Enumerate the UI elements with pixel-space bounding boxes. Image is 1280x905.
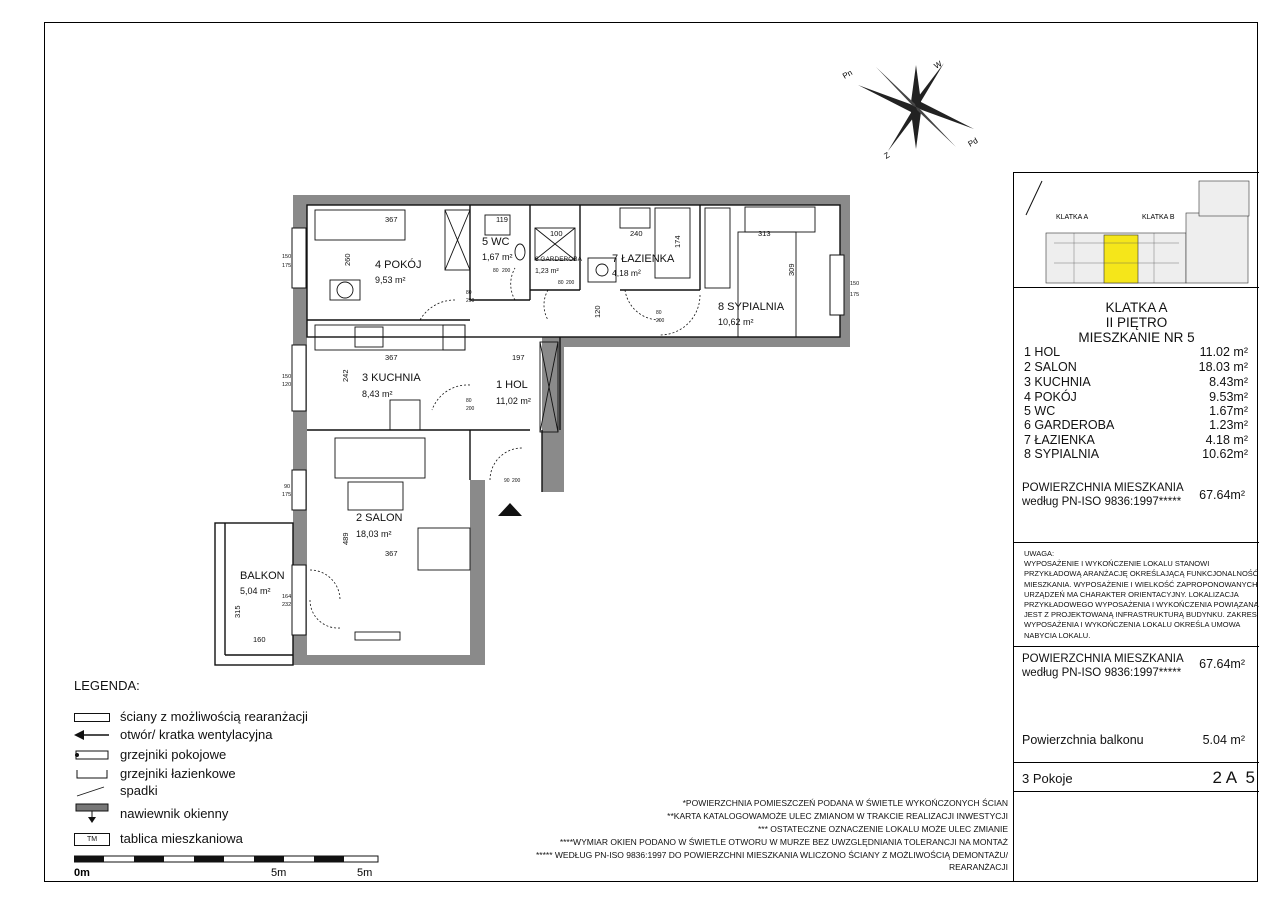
room-area-salon: 18,03 m² xyxy=(356,529,392,539)
note-line: REARANŻACJI xyxy=(948,862,1008,872)
panel-title-1: KLATKA A xyxy=(1105,300,1168,315)
apartment-highlight xyxy=(1104,235,1138,283)
room-name-kuchnia: 3 KUCHNIA xyxy=(362,372,421,384)
key-plan xyxy=(1014,172,1259,287)
scale-mid: 5m xyxy=(271,867,287,879)
uwaga-line: WYPOSAŻENIE I WYKOŃCZENIE LOKALU STANOWI xyxy=(1024,559,1210,569)
door-dim: 80 xyxy=(493,268,499,274)
uwaga-line: JEST Z PROJEKTOWANĄ INFRASTRUKTURĄ BUDYNKU. ZAKRES xyxy=(1024,610,1257,620)
apartment-tablet-icon: TM xyxy=(74,832,110,846)
window-dim: 175 xyxy=(282,263,292,269)
note-line: **KARTA KATALOGOWAMOŻE ULEC ZMIANOM W TRAKCIE REALIZACJI INWESTYCJI xyxy=(667,811,1008,821)
room-name-salon: 2 SALON xyxy=(356,512,403,524)
window-dim: 175 xyxy=(282,492,292,498)
dim: 160 xyxy=(253,635,266,644)
room-list-section xyxy=(1014,287,1259,509)
window-dim: 150 xyxy=(850,281,860,287)
door-dim: 200 xyxy=(466,406,475,412)
door-dim: 200 xyxy=(566,280,575,286)
area2-label-2: według PN-ISO 9836:1997***** xyxy=(1022,667,1182,679)
uwaga-line: WYPOSAŻENIA I WYKOŃCZENIA LOKALU OKREŚLA UMOWA xyxy=(1024,620,1241,630)
area-label-2: według PN-ISO 9836:1997***** xyxy=(1022,496,1182,508)
dim: 240 xyxy=(630,229,643,238)
dim: 242 xyxy=(341,369,350,382)
key-klatka-b: KLATKA B xyxy=(1142,214,1175,221)
room-row: 8 SYPIALNIA 10.62m² xyxy=(1024,447,1248,461)
room-area-garderoba: 1,23 m² xyxy=(535,268,559,275)
area2-label-1: POWIERZCHNIA MIESZKANIA xyxy=(1022,653,1184,665)
legend-item: grzejniki pokojowe xyxy=(74,747,226,762)
room-name-hol: 1 HOL xyxy=(496,379,528,391)
room-area-kuchnia: 8,43 m² xyxy=(362,389,393,399)
window-dim: 90 xyxy=(284,484,291,490)
room-area-wc: 1,67 m² xyxy=(482,252,513,262)
legend-item: ściany z możliwością rearanżacji xyxy=(74,709,308,724)
compass-e-label: W xyxy=(932,59,944,71)
compass-n-label: Pn xyxy=(841,68,855,81)
room-name-lazienka: 7 ŁAZIENKA xyxy=(612,253,675,265)
window-dim: 120 xyxy=(282,382,292,388)
dim: 119 xyxy=(496,215,508,224)
area-value: 67.64m² xyxy=(1199,488,1245,502)
door-dim: 80 xyxy=(656,310,662,316)
key-plan-drawing xyxy=(1014,173,1259,288)
room-row: 3 KUCHNIA 8.43m² xyxy=(1024,375,1248,389)
dim: 367 xyxy=(385,549,398,558)
scale-zero: 0m xyxy=(74,867,90,879)
room-area-balkon: 5,04 m² xyxy=(240,586,271,596)
compass-w-label: Z xyxy=(882,150,892,161)
area2-value: 67.64m² xyxy=(1199,657,1245,671)
apartment-code: 2 A 5 xyxy=(1212,768,1255,787)
room-row: 1 HOL 11.02 m² xyxy=(1024,345,1248,359)
scale-bar xyxy=(74,852,384,882)
room-row: 7 ŁAZIENKA 4.18 m² xyxy=(1024,433,1248,447)
room-name-balkon: BALKON xyxy=(240,570,285,582)
uwaga-line: URZĄDZEŃ MA CHARAKTER ORIENTACYJNY. LOKALIZACJA xyxy=(1024,589,1239,599)
room-radiator-icon xyxy=(74,748,110,762)
balkon-value: 5.04 m² xyxy=(1202,733,1245,747)
info-panel xyxy=(1013,172,1258,882)
note-line: *POWIERZCHNIA POMIESZCZEŃ PODANA W ŚWIETLE WYKOŃCZONYCH ŚCIAN xyxy=(682,798,1008,808)
dim: 313 xyxy=(758,229,771,238)
area-label-1: POWIERZCHNIA MIESZKANIA xyxy=(1022,482,1184,494)
legend-item: grzejniki łazienkowe xyxy=(74,766,236,781)
note-line: ****WYMIAR OKIEN PODANO W ŚWIETLE OTWORU W MURZE BEZ UWZGLĘDNIANIA TOLERANCJI NA MONTAŻ xyxy=(559,837,1008,847)
room-row: 5 WC 1.67m² xyxy=(1024,404,1248,418)
bathroom-radiator-icon xyxy=(74,767,110,781)
door-dim: 200 xyxy=(656,318,665,324)
room-row: 6 GARDEROBA 1.23m² xyxy=(1024,418,1248,432)
note-line: ***** WEDŁUG PN-ISO 9836:1997 DO POWIERZCHNI MIESZKANIA WLICZONO ŚCIANY Z MOŻLIWOŚCIĄ DEMONTAŻU/ xyxy=(536,850,1008,860)
window-dim: 150 xyxy=(282,374,292,380)
movable-wall-icon xyxy=(74,710,110,724)
dim: 100 xyxy=(550,229,563,238)
room-area-hol: 11,02 m² xyxy=(496,396,531,406)
room-row: 2 SALON 18.03 m² xyxy=(1024,360,1248,374)
window-dim: 175 xyxy=(850,292,860,298)
door-dim: 90 xyxy=(504,478,510,484)
legend-item: nawiewnik okienny xyxy=(74,802,228,824)
legend-item: otwór/ kratka wentylacyjna xyxy=(74,727,272,742)
uwaga-section xyxy=(1014,542,1259,646)
uwaga-title: UWAGA: xyxy=(1024,549,1055,558)
legend-item: TM tablica mieszkaniowa xyxy=(74,831,243,846)
dim: 197 xyxy=(512,353,525,362)
area-section-2 xyxy=(1014,646,1259,747)
door-dim: 200 xyxy=(502,268,511,274)
door-dim: 80 xyxy=(466,398,472,404)
window-dim: 232 xyxy=(282,602,292,608)
north-arrow-icon xyxy=(1026,181,1042,215)
legend-title: LEGENDA: xyxy=(74,678,140,693)
pokoje-section xyxy=(1014,762,1259,792)
room-area-pokoj: 9,53 m² xyxy=(375,275,406,285)
door-dim: 80 xyxy=(558,280,564,286)
pokoje-label: 3 Pokoje xyxy=(1022,771,1073,786)
window-dim: 164 xyxy=(282,594,292,600)
scale-end: 5m xyxy=(357,867,373,879)
window-vent-icon xyxy=(74,802,110,824)
dim: 367 xyxy=(385,353,398,362)
panel-title-3: MIESZKANIE NR 5 xyxy=(1078,330,1195,345)
dim: 120 xyxy=(593,305,602,318)
entrance-arrow-icon xyxy=(498,503,522,516)
dim: 309 xyxy=(787,263,796,276)
room-area-lazienka: 4,18 m² xyxy=(612,268,641,278)
uwaga-line: PRZYKŁADOWEGO WYPOSAŻENIA I WYKOŃCZENIA POWIĄZANA xyxy=(1024,600,1259,610)
balkon-label: Powierzchnia balkonu xyxy=(1022,733,1144,747)
legend-item: spadki xyxy=(74,783,158,798)
door-dim: 80 xyxy=(466,290,472,296)
panel-title-2: II PIĘTRO xyxy=(1105,315,1168,330)
vent-arrow-icon xyxy=(74,728,110,742)
room-name-sypialnia: 8 SYPIALNIA xyxy=(718,301,785,313)
dim: 315 xyxy=(233,605,242,618)
slope-icon xyxy=(74,784,110,798)
room-row: 4 POKÓJ 9.53m² xyxy=(1024,390,1248,404)
uwaga-line: NABYCIA LOKALU. xyxy=(1024,630,1091,640)
room-area-sypialnia: 10,62 m² xyxy=(718,317,754,327)
room-name-wc: 5 WC xyxy=(482,236,510,248)
door-dim: 200 xyxy=(466,298,475,304)
dim: 367 xyxy=(385,215,398,224)
dim: 174 xyxy=(673,235,682,248)
room-name-garderoba: 6 GARDEROBA xyxy=(535,256,582,263)
dim: 489 xyxy=(341,532,350,545)
room-name-pokoj: 4 POKÓJ xyxy=(375,259,422,271)
key-klatka-a: KLATKA A xyxy=(1056,214,1089,221)
dim: 260 xyxy=(343,253,352,266)
uwaga-line: MIESZKANIA. WYPOSAŻENIE I WIELKOŚĆ ZAPROPONOWANYCH xyxy=(1024,579,1258,589)
window-dim: 150 xyxy=(282,254,292,260)
uwaga-line: PRZYKŁADOWĄ ARANŻACJĘ OKREŚLAJĄCĄ FUNKCJONALNOŚĆ xyxy=(1024,569,1259,579)
compass-s-label: Pd xyxy=(966,136,980,149)
note-line: *** OSTATECZNE OZNACZENIE LOKALU MOŻE ULEC ZMIANIE xyxy=(758,824,1008,834)
door-dim: 200 xyxy=(512,478,521,484)
